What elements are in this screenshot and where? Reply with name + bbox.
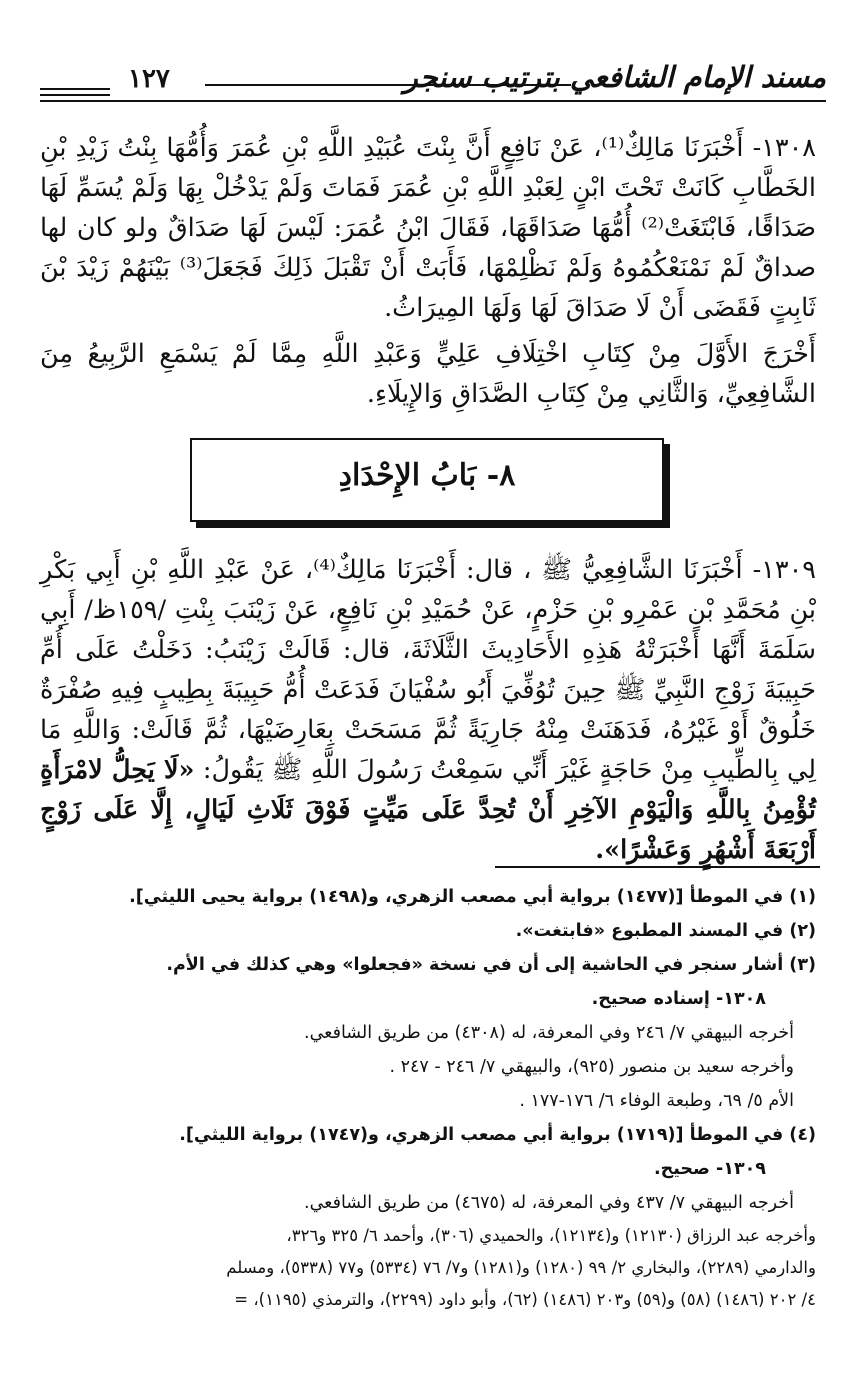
hadith-1309-matn: «لَا يَحِلُّ لامْرَأَةٍ تُؤْمِنُ بِاللَّهِ وَالْيَوْمِ الآخِرِ أَنْ تُحِدَّ عَلَى مَيِّتٍ فَوْقَ ثَلَاثِ لَيَالٍ، إِلَّا عَلَى زَوْجٍ أَرْبَعَةَ أَشْهُرٍ وَعَشْرًا». xyxy=(40,755,816,865)
takhrij-1309-line-4: ٤/ ٢٠٢ (١٤٨٦) (٥٨) و(٥٩) و٢٠٣ (١٤٨٦) (٦٢)، وأبو داود (٢٢٩٩)، والترمذي (١١٩٥)، = xyxy=(234,1290,816,1309)
hadith-1308-text: ١٣٠٨- أَخْبَرَنَا مَالِكٌ⁽¹⁾، عَنْ نَافِعٍ أَنَّ بِنْتَ عُبَيْدِ اللَّهِ بْنِ عُمَرَ وَأُمُّهَا بِنْتُ زَيْدِ بْنِ الخَطَّابِ كَانَتْ تَحْتَ ابْنٍ لِعَبْدِ اللَّهِ بْنِ عُمَرَ فَمَاتَ وَلَمْ يَدْخُلْ بِهَا وَلَمْ يُسَمِّ لَهَا صَدَاقًا، فَابْتَغَتْ⁽²⁾ أُمُّهَا صَدَاقَهَا، فَقَالَ ابْنُ عُمَرَ: لَيْسَ لَهَا صَدَاقٌ ولو كان لها صداقٌ لَمْ نَمْنَعْكُمُوهُ وَلَمْ نَظْلِمْهَا، فَأَبَتْ أَنْ تَقْبَلَ ذَلِكَ فَجَعَلَ⁽³⁾ بَيْنَهُمْ زَيْدَ بْنَ ثَابِتٍ فَقَضَى أَنْ لَا صَدَاقَ لَهَا وَلَهَا المِيرَاثُ. xyxy=(40,133,816,323)
chapter-heading-box xyxy=(190,438,664,522)
footnote-4: (٤) في الموطأ [(١٧١٩) برواية أبي مصعب الزهري، و(١٧٤٧) برواية الليثي]. xyxy=(179,1125,816,1145)
footnote-3: (٣) أشار سنجر في الحاشية إلى أن في نسخة «فجعلوا» وهي كذلك في الأم. xyxy=(166,955,816,975)
takhrij-1308-line-2: وأخرجه سعيد بن منصور (٩٢٥)، والبيهقي ٧/ ٢٤٦ - ٢٤٧ . xyxy=(389,1057,794,1077)
book-title: مسند الإمام الشافعي بترتيب سنجر xyxy=(403,60,826,94)
header-rule-middle xyxy=(205,84,571,86)
page-number: ١٢٧ xyxy=(128,64,170,94)
hadith-1308 xyxy=(40,128,816,420)
footnotes xyxy=(40,880,816,1316)
header-rule-bottom xyxy=(40,100,826,102)
chapter-title: ٨- بَابُ الإِحْدَادِ xyxy=(338,458,516,493)
footnote-1: (١) في الموطأ [(١٤٧٧) برواية أبي مصعب الزهري، و(١٤٩٨) برواية يحيى الليثي]. xyxy=(129,887,816,907)
header-rule-short-1 xyxy=(40,88,110,90)
hadith-1309 xyxy=(40,550,816,876)
takhrij-1308-heading: ١٣٠٨- إسناده صحيح. xyxy=(591,989,766,1009)
running-header xyxy=(40,60,826,110)
takhrij-1309-line-1: أخرجه البيهقي ٧/ ٤٣٧ وفي المعرفة، له (٤٦٧٥) من طريق الشافعي. xyxy=(304,1193,794,1213)
takhrij-1309-line-3: والدارمي (٢٢٨٩)، والبخاري ٢/ ٩٩ (١٢٨٠) و(١٢٨١) و٧/ ٧٦ (٥٣٣٤) و٧٧ (٥٣٣٨)، ومسلم xyxy=(226,1258,816,1277)
hadith-1309-text xyxy=(40,550,816,870)
footnote-2: (٢) في المسند المطبوع «فابتغت». xyxy=(515,921,816,941)
footnote-separator xyxy=(495,866,820,868)
takhrij-1308-line-1: أخرجه البيهقي ٧/ ٢٤٦ وفي المعرفة، له (٤٣٠٨) من طريق الشافعي. xyxy=(304,1023,794,1043)
hadith-1308-note: أَخْرَجَ الأَوَّلَ مِنْ كِتَابِ اخْتِلَافِ عَلِيٍّ وَعَبْدِ اللَّهِ مِمَّا لَمْ يَسْمَعِ الرَّبِيعُ مِنَ الشَّافِعِيِّ، وَالثَّانِي مِنْ كِتَابِ الصَّدَاقِ وَالإِيلَاءِ. xyxy=(40,339,816,409)
takhrij-1308-line-3: الأم ٥/ ٦٩، وطبعة الوفاء ٦/ ١٧٦-١٧٧ . xyxy=(519,1091,794,1111)
takhrij-1309-heading: ١٣٠٩- صحيح. xyxy=(653,1159,766,1179)
hadith-1309-chain: ١٣٠٩- أَخْبَرَنَا الشَّافِعِيُّ ﷺ ، قال: أَخْبَرَنَا مَالِكٌ⁽⁴⁾، عَنْ عَبْدِ اللَّهِ بْنِ أَبِي بَكْرِ بْنِ مُحَمَّدِ بْنِ عَمْرِو بْنِ حَزْمٍ، عَنْ حُمَيْدِ بْنِ نَافِعٍ، عَنْ زَيْنَبَ بِنْتِ /١٥٩ظ/ أَبِي سَلَمَةَ أَنَّهَا أَخْبَرَتْهُ هَذِهِ الأَحَادِيثَ الثَّلَاثَةَ، قال: قَالَتْ زَيْنَبُ: دَخَلْتُ عَلَى أُمِّ حَبِيبَةَ زَوْجِ النَّبِيِّ ﷺ حِينَ تُوُفِّيَ أَبُو سُفْيَانَ فَدَعَتْ أُمُّ حَبِيبَةَ بِطِيبٍ فِيهِ صُفْرَةٌ خَلُوقٌ أَوْ غَيْرُهُ، فَدَهَنَتْ مِنْهُ جَارِيَةً ثُمَّ مَسَحَتْ بِعَارِضَيْهَا، ثُمَّ قَالَتْ: وَاللَّهِ مَا لِي بِالطِّيبِ مِنْ حَاجَةٍ غَيْرَ أَنِّي سَمِعْتُ رَسُولَ اللَّهِ ﷺ يَقُولُ: xyxy=(40,555,817,785)
takhrij-1309-line-2: وأخرجه عبد الرزاق (١٢١٣٠) و(١٢١٣٤)، والحميدي (٣٠٦)، وأحمد ٦/ ٣٢٥ و٣٢٦، xyxy=(286,1226,816,1245)
header-rule-short-2 xyxy=(40,94,110,96)
